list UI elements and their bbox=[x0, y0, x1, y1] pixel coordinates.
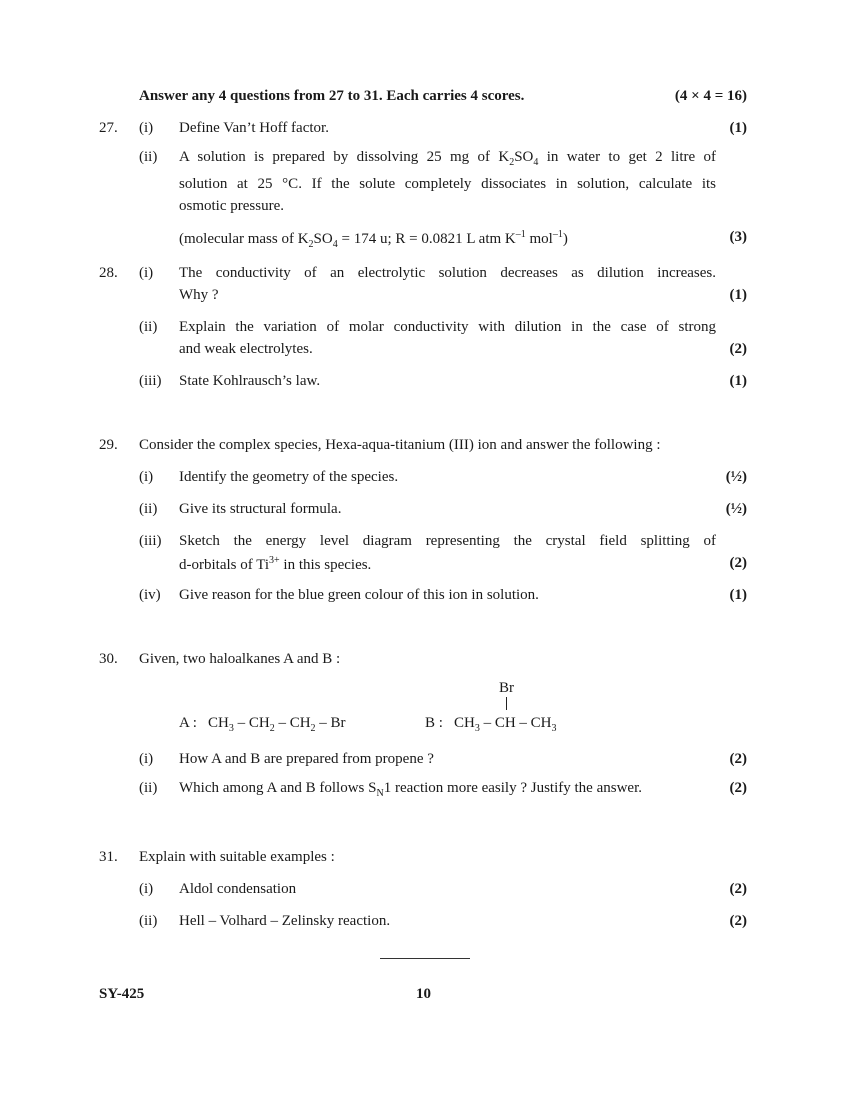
q27-ii-label: (ii) bbox=[139, 149, 158, 165]
q30-ii-label: (ii) bbox=[139, 780, 158, 796]
paper-code: SY-425 bbox=[99, 986, 145, 1002]
q28-iii-marks: (1) bbox=[729, 373, 747, 389]
q27-ii-marks: (3) bbox=[729, 229, 747, 245]
q27-ii-line1: A solution is prepared by dissolving 25 mg of $K_2SO_4$ in water to get 2 litre of bbox=[179, 149, 716, 168]
haloalkane-a-label: A : bbox=[179, 715, 197, 731]
q30-i-text: How A and B are prepared from propene ? bbox=[179, 751, 434, 767]
q31-i-label: (i) bbox=[139, 881, 154, 897]
question-number-28: 28. bbox=[99, 265, 118, 281]
q30-stem: Given, two haloalkanes A and B : bbox=[139, 651, 341, 667]
q31-i-text: Aldol condensation bbox=[179, 881, 297, 897]
q29-iv-text: Give reason for the blue green colour of this ion in solution. bbox=[179, 587, 539, 603]
q28-i-line2: Why ? bbox=[179, 287, 219, 303]
q30-i-marks: (2) bbox=[729, 751, 747, 767]
q29-ii-marks: (½) bbox=[725, 501, 747, 517]
q29-i-label: (i) bbox=[139, 469, 154, 485]
q27-i-text: Define Van’t Hoff factor. bbox=[179, 120, 329, 136]
q29-ii-label: (ii) bbox=[139, 501, 158, 517]
haloalkane-b-label: B : bbox=[425, 715, 443, 731]
q29-iv-label: (iv) bbox=[139, 587, 161, 603]
q27-ii-line3: osmotic pressure. bbox=[179, 198, 284, 214]
q27-i-marks: (1) bbox=[729, 120, 747, 136]
bromine-substituent: Br bbox=[499, 680, 514, 696]
q31-i-marks: (2) bbox=[729, 881, 747, 897]
q29-i-marks: (½) bbox=[725, 469, 747, 485]
q28-iii-text: State Kohlrausch’s law. bbox=[179, 373, 321, 389]
q29-iii-line2: d-orbitals of $Ti^{3+}$ in this species. bbox=[179, 555, 372, 573]
q27-ii-data: (molecular mass of $K_2SO_4 = 174$ u; R = 0.0821 L atm $K^{-1}$ mol$^{-1}$) bbox=[179, 229, 568, 250]
q31-ii-label: (ii) bbox=[139, 913, 158, 929]
question-number-30: 30. bbox=[99, 651, 118, 667]
question-number-27: 27. bbox=[99, 120, 118, 136]
q29-ii-text: Give its structural formula. bbox=[179, 501, 342, 517]
q30-ii-text: Which among A and B follows $S_N1$ reaction more easily ? Justify the answer. bbox=[179, 780, 642, 799]
q29-stem: Consider the complex species, Hexa-aqua-titanium (III) ion and answer the following : bbox=[139, 437, 661, 453]
q28-i-marks: (1) bbox=[729, 287, 747, 303]
q28-ii-line2: and weak electrolytes. bbox=[179, 341, 313, 357]
q29-iv-marks: (1) bbox=[729, 587, 747, 603]
haloalkane-a-formula: $CH_3 - CH_2 - CH_2$ – Br bbox=[208, 715, 346, 734]
page-number: 10 bbox=[416, 986, 431, 1002]
q28-iii-label: (iii) bbox=[139, 373, 162, 389]
q28-ii-label: (ii) bbox=[139, 319, 158, 335]
q28-ii-marks: (2) bbox=[729, 341, 747, 357]
q27-i-label: (i) bbox=[139, 120, 154, 136]
q29-iii-marks: (2) bbox=[729, 555, 747, 571]
q29-iii-label: (iii) bbox=[139, 533, 162, 549]
q29-iii-line1: Sketch the energy level diagram representing the crystal field splitting of bbox=[179, 533, 716, 549]
q28-i-label: (i) bbox=[139, 265, 154, 281]
bond-line bbox=[506, 697, 507, 710]
question-number-29: 29. bbox=[99, 437, 118, 453]
q29-i-text: Identify the geometry of the species. bbox=[179, 469, 399, 485]
question-number-31: 31. bbox=[99, 849, 118, 865]
section-total-marks: (4 × 4 = 16) bbox=[674, 88, 747, 104]
q30-ii-marks: (2) bbox=[729, 780, 747, 796]
q30-i-label: (i) bbox=[139, 751, 154, 767]
q28-ii-line1: Explain the variation of molar conductivity with dilution in the case of strong bbox=[179, 319, 716, 335]
q31-ii-text: Hell – Volhard – Zelinsky reaction. bbox=[179, 913, 391, 929]
end-rule bbox=[380, 958, 470, 959]
section-instruction: Answer any 4 questions from 27 to 31. Each carries 4 scores. bbox=[139, 88, 525, 104]
q27-ii-line2: solution at 25 °C. If the solute completely dissociates in solution, calculate its bbox=[179, 176, 716, 192]
q31-stem: Explain with suitable examples : bbox=[139, 849, 335, 865]
haloalkane-b-formula: $CH_3$ – CH – $CH_3$ bbox=[454, 715, 557, 734]
q28-i-line1: The conductivity of an electrolytic solution decreases as dilution increases. bbox=[179, 265, 716, 281]
q31-ii-marks: (2) bbox=[729, 913, 747, 929]
